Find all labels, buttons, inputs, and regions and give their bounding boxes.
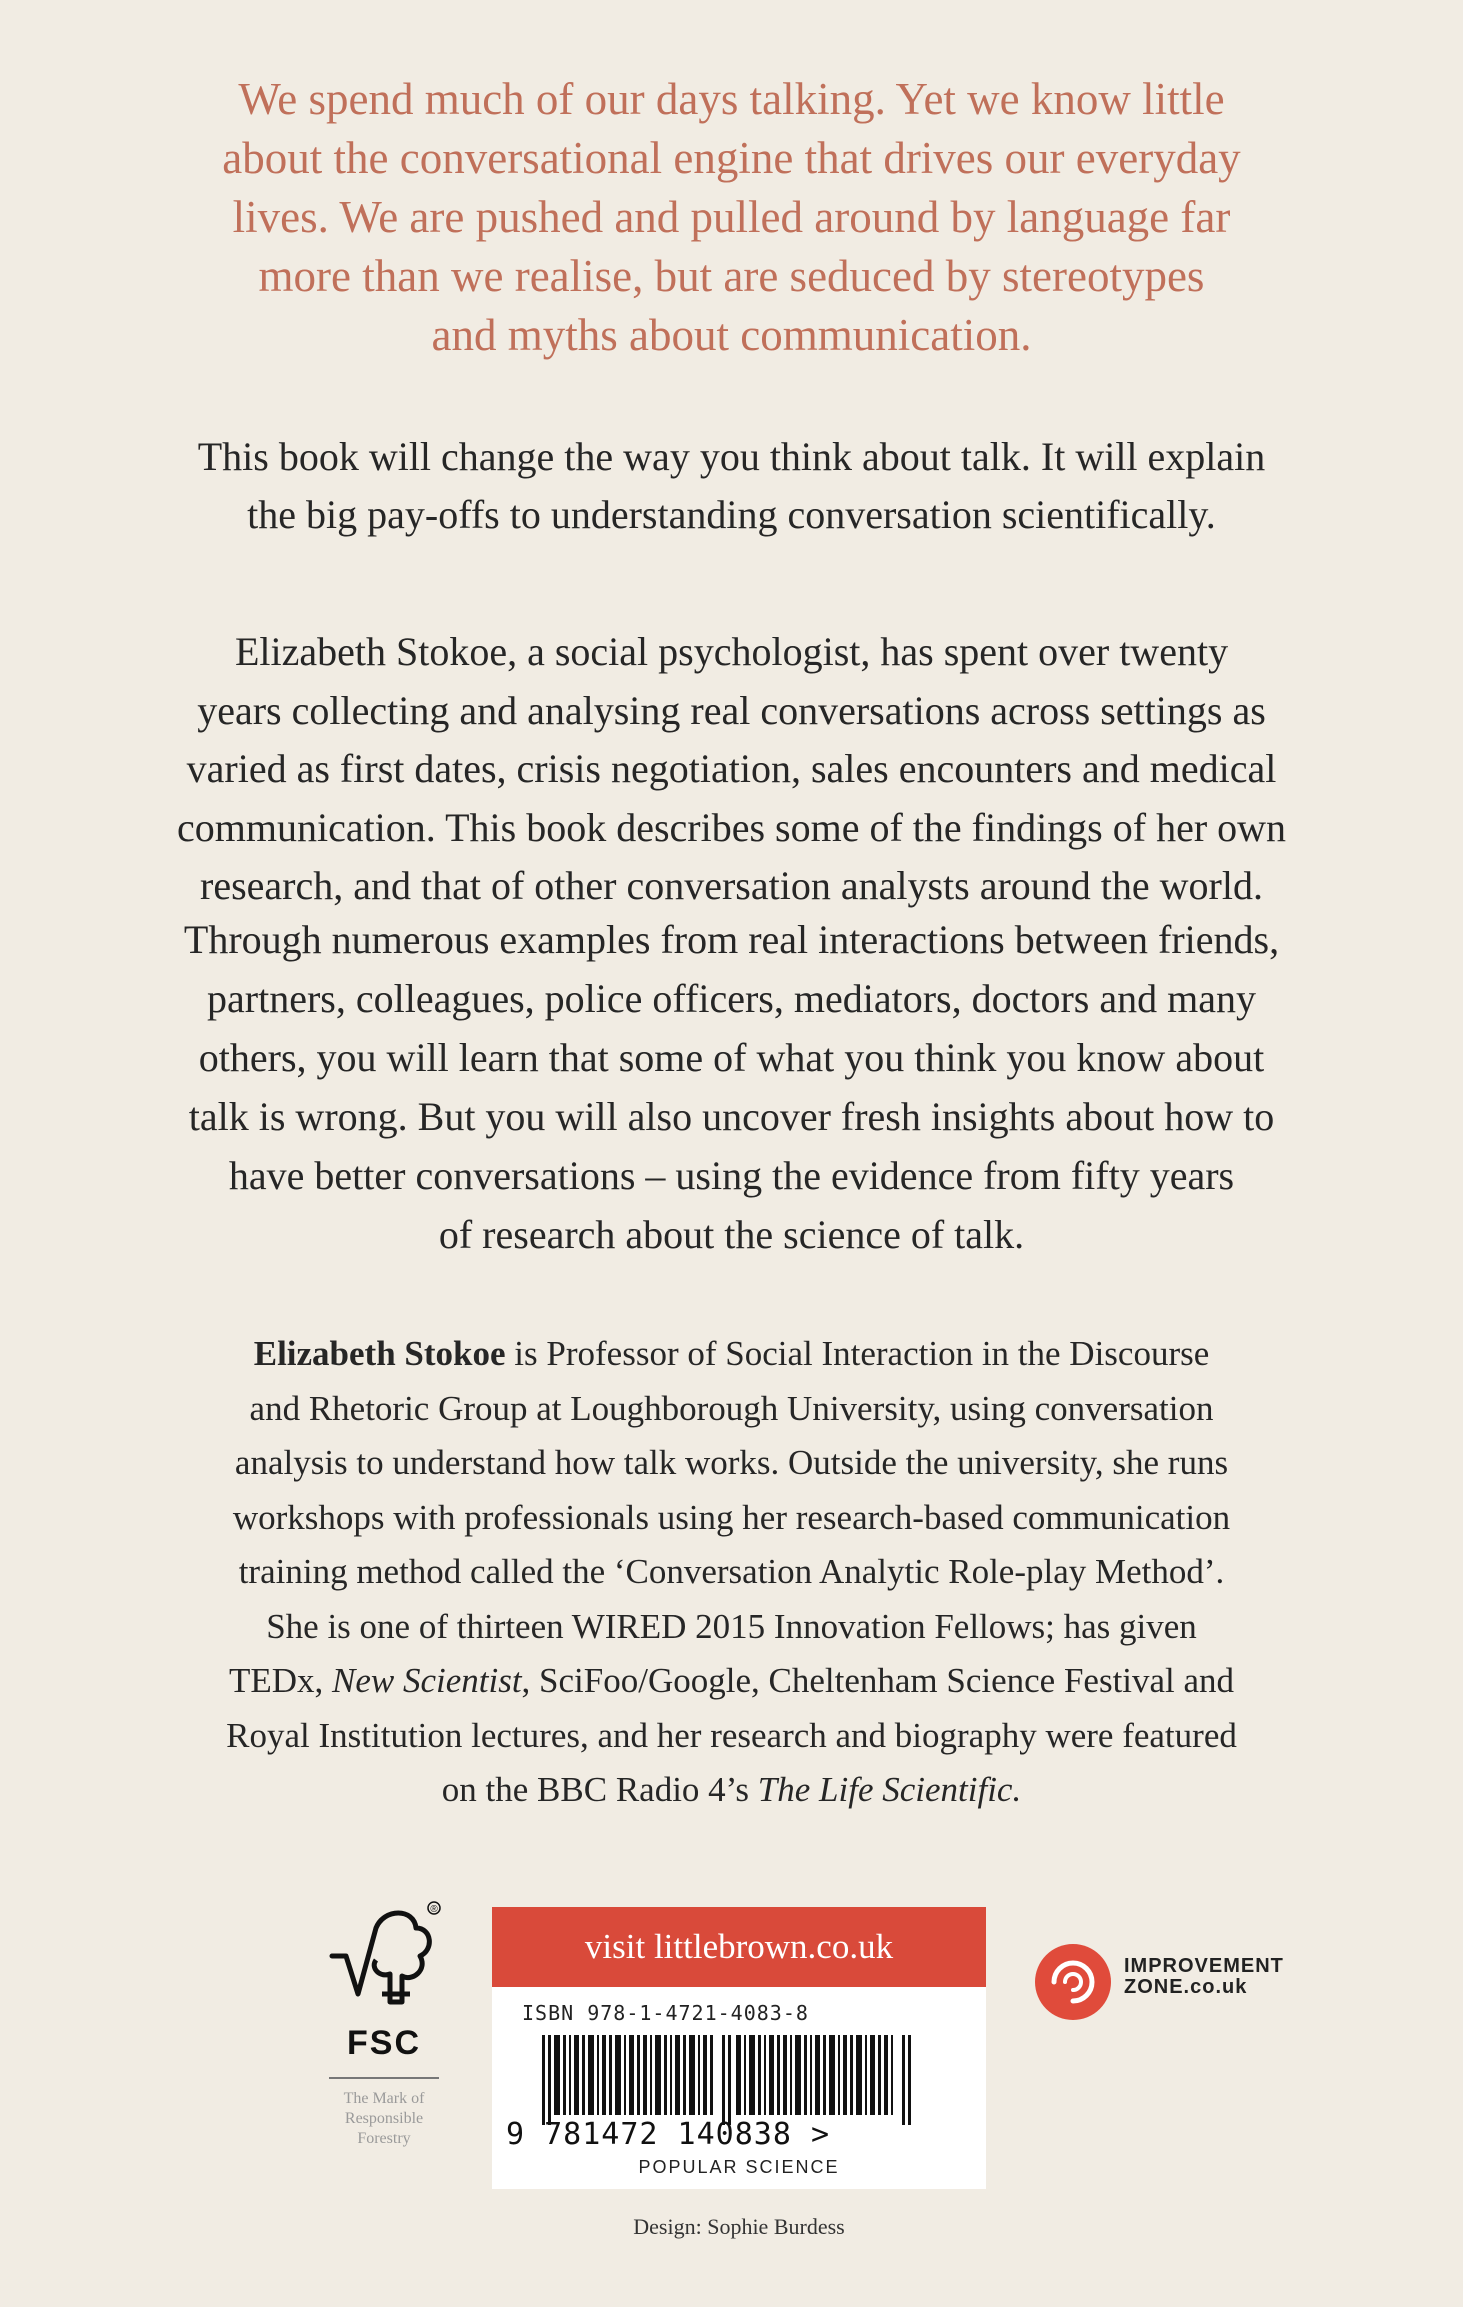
fsc-mark-line: The Mark of — [343, 2090, 425, 2107]
book-category: POPULAR SCIENCE — [638, 2157, 840, 2177]
registered-mark: ® — [430, 1904, 438, 1915]
blurb-line: research, and that of other conversation analysts around the world. — [200, 863, 1263, 908]
blurb-line: years collecting and analysing real conversations across settings as — [197, 687, 1266, 733]
tagline-line: about the conversational engine that drives our everyday — [222, 133, 1241, 183]
publication-title: New Scientist — [331, 1661, 522, 1700]
design-credit: Design: Sophie Burdess — [633, 2214, 845, 2239]
bio-line: analysis to understand how talk works. Outside the university, she runs — [234, 1443, 1229, 1482]
bio-text: is Professor of Social Interaction in the Discourse — [505, 1334, 1210, 1373]
bio-line — [100, 1654, 1363, 1709]
blurb-line: This book will change the way you think about talk. It will explain — [197, 434, 1266, 479]
blurb-line: Through numerous examples from real interactions between friends, — [183, 917, 1280, 962]
bio-line — [100, 1327, 1363, 1382]
author-bio — [100, 1327, 1363, 1818]
bio-line: training method called the ‘Conversation Analytic Role-play Method’. — [238, 1552, 1225, 1591]
tagline — [100, 70, 1363, 365]
tagline-line: more than we realise, but are seduced by stereotypes — [258, 251, 1205, 301]
bio-line: She is one of thirteen WIRED 2015 Innovation Fellows; has given — [266, 1606, 1197, 1646]
improvement-zone-icon — [1034, 1943, 1112, 2021]
blurb-line: talk is wrong. But you will also uncover fresh insights about how to — [188, 1094, 1275, 1139]
fsc-mark-line: Forestry — [357, 2130, 411, 2147]
author-name: Elizabeth Stokoe — [253, 1334, 506, 1373]
blurb-line: have better conversations – using the evidence from fifty years — [228, 1153, 1235, 1198]
blurb-line: varied as first dates, crisis negotiation, sales encounters and medical — [186, 746, 1277, 791]
isbn-barcode-panel — [492, 1987, 986, 2189]
blurb-line: Elizabeth Stokoe, a social psychologist, has spent over twenty — [234, 629, 1229, 674]
programme-title: The Life Scientific. — [757, 1770, 1022, 1809]
blurb-line: communication. This book describes some of the findings of her own — [176, 804, 1287, 850]
bio-line — [100, 1763, 1363, 1818]
tagline-line: and myths about communication. — [431, 310, 1032, 360]
blurb-line: partners, colleagues, police officers, mediators, doctors and many — [207, 976, 1256, 1021]
fsc-logo — [318, 1898, 450, 2149]
bio-text: TEDx, — [228, 1661, 332, 1700]
bio-line: workshops with professionals using her research-based communication — [232, 1497, 1231, 1537]
fsc-mark-text — [318, 2089, 450, 2149]
blurb-line: the big pay-offs to understanding conversation scientifically. — [247, 492, 1216, 537]
visit-website-banner: visit littlebrown.co.uk — [492, 1907, 986, 1987]
fsc-tree-icon — [324, 1898, 444, 2018]
fsc-mark-line: Responsible — [344, 2110, 424, 2127]
fsc-label: FSC — [347, 2024, 421, 2062]
bio-text: on the BBC Radio 4’s — [441, 1770, 758, 1809]
iz-line: IMPROVEMENT — [1124, 1955, 1284, 1977]
blurb-paragraph-3 — [100, 910, 1363, 1264]
barcode — [540, 2035, 940, 2125]
bio-text: , SciFoo/Google, Cheltenham Science Festival and — [521, 1661, 1235, 1700]
iz-line: ZONE.co.uk — [1124, 1976, 1248, 1998]
isbn-number: ISBN 978-1-4721-4083-8 — [522, 2001, 809, 2025]
divider — [329, 2077, 439, 2079]
bio-line: Royal Institution lectures, and her research and biography were featured — [226, 1715, 1237, 1755]
blurb-line: others, you will learn that some of what you think you know about — [198, 1035, 1265, 1080]
blurb-paragraph-1 — [100, 428, 1363, 544]
blurb-paragraph-2 — [100, 623, 1363, 916]
bio-line: and Rhetoric Group at Loughborough University, using conversation — [249, 1388, 1214, 1428]
tagline-line: lives. We are pushed and pulled around by language far — [232, 192, 1231, 242]
blurb-line: of research about the science of talk. — [438, 1212, 1025, 1257]
improvement-zone-logo-text — [1124, 1956, 1284, 1998]
barcode-digits: 9 781472 140838 > — [506, 2117, 831, 2152]
tagline-line: We spend much of our days talking. Yet we know little — [238, 74, 1225, 124]
